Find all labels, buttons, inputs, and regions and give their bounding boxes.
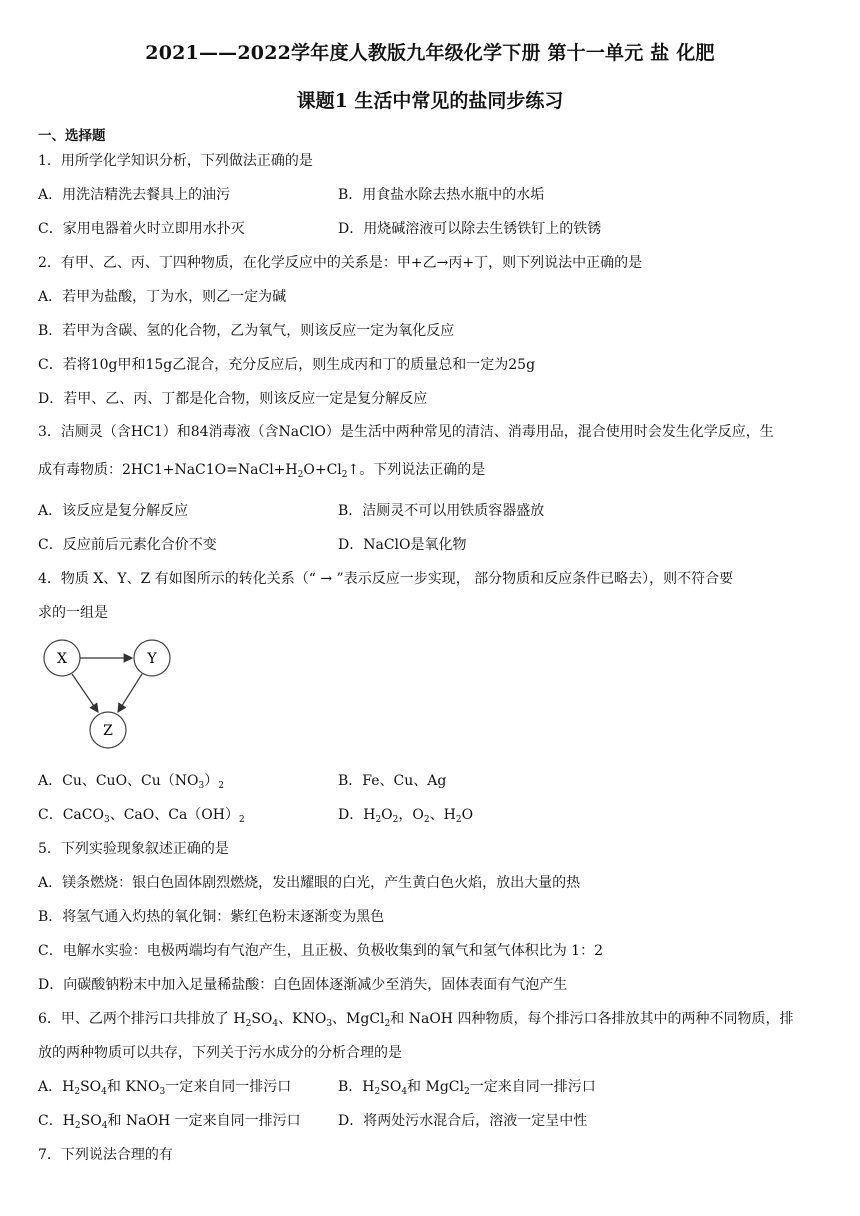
question-2-option-c: C．若将10g甲和15g乙混合，充分反应后，则生成丙和丁的质量总和一定为25g xyxy=(38,357,536,373)
q4d-text: O xyxy=(461,807,474,823)
q6b-sub: 2 xyxy=(374,1087,381,1097)
question-6-stem-line1 xyxy=(38,1008,793,1028)
question-3-stem-line2 xyxy=(38,459,485,479)
q6a-sub: 2 xyxy=(74,1087,81,1097)
q4a-text: ） xyxy=(204,773,219,789)
question-3-option-a: A．该反应是复分解反应 xyxy=(38,503,189,519)
section-heading: 一、选择题 xyxy=(38,128,106,144)
q4c-text: C．CaCO xyxy=(38,807,104,823)
q6b-text: 一定来自同一排污口 xyxy=(469,1079,596,1095)
q4d-text: O xyxy=(381,807,393,823)
q3-text-part: 成有毒物质：2HC1+NaC1O=NaCl+H xyxy=(38,462,298,478)
question-1-stem: 1．用所学化学知识分析，下列做法正确的是 xyxy=(38,153,313,169)
q6c-sub: 4 xyxy=(101,1121,108,1131)
question-4-option-a xyxy=(38,770,224,790)
question-4-option-c xyxy=(38,804,245,824)
q6b-sub: 4 xyxy=(401,1087,408,1097)
question-6-option-c xyxy=(38,1110,301,1130)
q6b-text: B．H xyxy=(338,1079,375,1095)
q6a-text: A．H xyxy=(38,1079,75,1095)
q4d-sub: 2 xyxy=(392,815,399,825)
question-5-stem: 5．下列实验现象叙述正确的是 xyxy=(38,841,229,857)
question-5-option-a: A．镁条燃烧：银白色固体剧烈燃烧，发出耀眼的白光，产生黄白色火焰，放出大量的热 xyxy=(38,875,581,891)
node-x-label: X xyxy=(57,651,67,667)
q4c-sub: 3 xyxy=(103,815,110,825)
question-4-option-b: B．Fe、Cu、Ag xyxy=(338,773,447,789)
question-2-stem: 2．有甲、乙、丙、丁四种物质，在化学反应中的关系是：甲+乙→丙+丁，则下列说法中正确的是 xyxy=(38,255,643,271)
q4d-sub: 2 xyxy=(423,815,430,825)
q3-subscript: 2 xyxy=(341,470,348,480)
q4d-text: ，O xyxy=(398,807,424,823)
q3-subscript: 2 xyxy=(297,470,304,480)
q6c-sub: 2 xyxy=(74,1121,81,1131)
q6-text: 和 NaOH 四种物质，每个排污口各排放其中的两种不同物质，排 xyxy=(390,1011,794,1027)
q4c-sub: 2 xyxy=(238,815,245,825)
question-3-stem-line1: 3．洁厕灵（含HC1）和84消毒液（含NaClO）是生活中两种常见的清洁、消毒用品，混合使用时会发生化学反应，生 xyxy=(38,424,774,440)
conversion-diagram xyxy=(40,636,180,754)
q4a-sub: 3 xyxy=(198,781,205,791)
q4a-text: A．Cu、CuO、Cu（NO xyxy=(38,773,199,789)
q6b-sub: 2 xyxy=(463,1087,470,1097)
q6a-text: 和 KNO xyxy=(106,1079,160,1095)
arrow-x-to-z xyxy=(72,674,98,712)
node-z-label: Z xyxy=(103,723,113,739)
question-3-option-b: B．洁厕灵不可以用铁质容器盛放 xyxy=(338,503,545,519)
question-5-option-b: B．将氢气通入灼热的氧化铜：紫红色粉末逐渐变为黑色 xyxy=(38,909,385,925)
q6-text: 、KNO xyxy=(278,1011,327,1027)
q6-sub: 2 xyxy=(384,1019,391,1029)
node-y-label: Y xyxy=(147,651,157,667)
question-6-option-b xyxy=(338,1076,596,1096)
question-4-option-d xyxy=(338,804,473,824)
question-6-option-a xyxy=(38,1076,291,1096)
question-4-stem-line2: 求的一组是 xyxy=(38,605,108,621)
question-3-option-d: D．NaClO是氧化物 xyxy=(338,537,467,553)
q6a-text: SO xyxy=(80,1079,102,1095)
question-1-option-b: B．用食盐水除去热水瓶中的水垢 xyxy=(338,187,545,203)
q4d-text: 、H xyxy=(429,807,456,823)
question-6-stem-line2: 放的两种物质可以共存，下列关于污水成分的分析合理的是 xyxy=(38,1045,402,1061)
q6-text: 、MgCl xyxy=(332,1011,385,1027)
question-5-option-c: C．电解水实验：电极两端均有气泡产生，且正极、负极收集到的氧气和氢气体积比为 1：2 xyxy=(38,943,603,959)
q6-text: SO xyxy=(251,1011,273,1027)
q6-sub: 4 xyxy=(272,1019,279,1029)
q6a-text: 一定来自同一排污口 xyxy=(165,1079,292,1095)
page-title: 2021——2022学年度人教版九年级化学下册 第十一单元 盐 化肥 xyxy=(145,42,715,64)
q4d-sub: 2 xyxy=(455,815,462,825)
page-subtitle: 课题1 生活中常见的盐同步练习 xyxy=(296,90,564,112)
q3-text-part: ↑。下列说法正确的是 xyxy=(347,462,486,478)
q6a-sub: 3 xyxy=(159,1087,166,1097)
question-2-option-b: B．若甲为含碳、氢的化合物，乙为氧气，则该反应一定为氧化反应 xyxy=(38,323,455,339)
q6b-text: SO xyxy=(380,1079,402,1095)
q4c-text: 、CaO、Ca（OH） xyxy=(109,807,239,823)
question-1-option-d: D．用烧碱溶液可以除去生锈铁钉上的铁锈 xyxy=(338,221,602,237)
question-1-option-a: A．用洗洁精洗去餐具上的油污 xyxy=(38,187,231,203)
arrow-y-to-z xyxy=(118,674,142,712)
q3-text-part: O+Cl xyxy=(303,462,342,478)
q6c-text: C．H xyxy=(38,1113,75,1129)
q6c-text: 和 NaOH 一定来自同一排污口 xyxy=(107,1113,301,1129)
q6-text: 6．甲、乙两个排污口共排放了 H xyxy=(38,1011,246,1027)
q6c-text: SO xyxy=(80,1113,102,1129)
q4d-sub: 2 xyxy=(375,815,382,825)
q6b-text: 和 MgCl xyxy=(407,1079,464,1095)
question-1-option-c: C．家用电器着火时立即用水扑灭 xyxy=(38,221,245,237)
q6a-sub: 4 xyxy=(101,1087,107,1097)
question-7-stem: 7．下列说法合理的有 xyxy=(38,1147,173,1163)
question-5-option-d: D．向碳酸钠粉末中加入足量稀盐酸：白色固体逐渐减少至消失，固体表面有气泡产生 xyxy=(38,977,568,993)
q4d-text: D．H xyxy=(338,807,376,823)
q6-sub: 2 xyxy=(245,1019,252,1029)
question-3-option-c: C．反应前后元素化合价不变 xyxy=(38,537,217,553)
q6-sub: 3 xyxy=(326,1019,333,1029)
question-2-option-a: A．若甲为盐酸，丁为水，则乙一定为碱 xyxy=(38,289,287,305)
q4a-sub: 2 xyxy=(218,781,224,791)
question-2-option-d: D．若甲、乙、丙、丁都是化合物，则该反应一定是复分解反应 xyxy=(38,391,428,407)
question-6-option-d: D．将两处污水混合后，溶液一定呈中性 xyxy=(338,1113,588,1129)
question-4-stem-line1: 4．物质 X、Y、Z 有如图所示的转化关系（“ → ”表示反应一步实现， 部分物质和反应条件已略去），则不符合要 xyxy=(38,571,734,587)
